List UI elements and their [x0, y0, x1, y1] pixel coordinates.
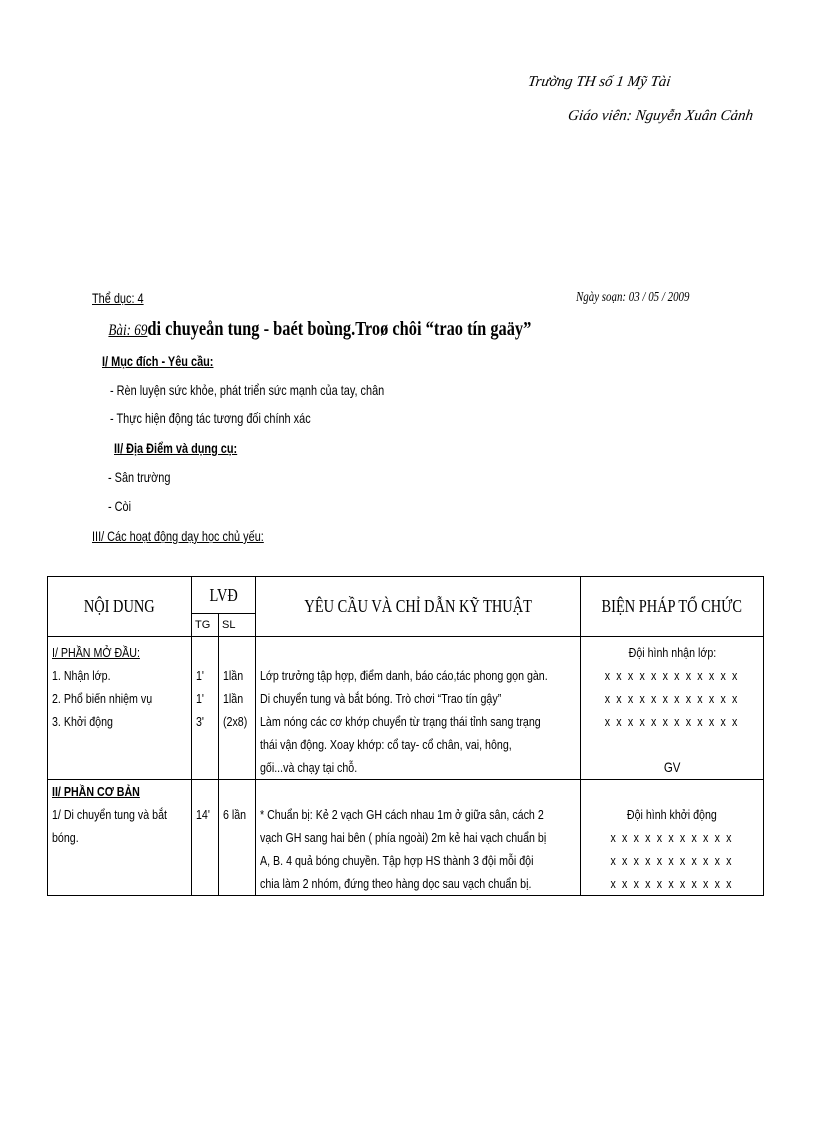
part1-title: I/ PHẦN MỞ ĐẦU:: [52, 645, 140, 660]
content-item: 3. Khởi động: [52, 714, 113, 729]
header-sl: SL: [219, 614, 256, 637]
lesson-name: di chuyeån tung - baét boùng.Troø chôi “trao tín gaäy”: [147, 318, 532, 340]
header-tg: TG: [192, 614, 219, 637]
count-value: 6 lần: [223, 807, 247, 822]
block2-content: [48, 780, 192, 896]
block2-tg: [192, 780, 219, 896]
requirement-line: Lớp trưởng tập hợp, điểm danh, báo cáo,tác phong gọn gàn.: [260, 668, 548, 683]
formation-label: Đội hình nhận lớp:: [628, 645, 716, 660]
requirement-line: gối...và chạy tại chỗ.: [260, 760, 358, 775]
section-1-item: - Rèn luyện sức khỏe, phát triển sức mạnh của tay, chân: [110, 382, 385, 398]
formation-label: Đội hình khởi động: [627, 807, 717, 822]
lesson-plan-table: [47, 576, 764, 896]
count-value: 1lần: [223, 668, 244, 683]
block1-requirements: [256, 637, 581, 780]
part2-title: II/ PHẦN CƠ BẢN: [52, 784, 140, 799]
time-value: 14': [196, 807, 210, 822]
section-2-item: - Còi: [108, 498, 132, 514]
block2-organization: [581, 780, 764, 896]
content-item: 1/ Di chuyển tung và bắt: [52, 807, 167, 822]
requirement-line: A, B. 4 quả bóng chuyền. Tập hợp HS thành 3 đội mỗi đội: [260, 853, 534, 868]
time-value: 1': [196, 691, 204, 706]
table-row: [48, 780, 764, 896]
requirement-line: Di chuyển tung và bắt bóng. Trò chơi “Trao tín gậy”: [260, 691, 502, 706]
block1-organization: [581, 637, 764, 780]
block1-content: [48, 637, 192, 780]
header-organization: BIỆN PHÁP TỔ CHỨC: [581, 577, 764, 637]
header-content: NỘI DUNG: [48, 577, 192, 637]
formation-row: x x x x x x x x x x x: [610, 853, 734, 868]
teacher-mark: GV: [663, 759, 681, 775]
block1-tg: [192, 637, 219, 780]
requirement-line: Làm nóng các cơ khớp chuyển từ trạng thái tỉnh sang trạng: [260, 714, 541, 729]
header-requirements: YÊU CẦU VÀ CHỈ DẪN KỸ THUẬT: [256, 577, 581, 637]
header-lvd: LVĐ: [192, 577, 256, 614]
section-1-item: - Thực hiện động tác tương đối chính xác: [110, 410, 311, 426]
table-header-row: [48, 577, 764, 614]
prep-date: Ngày soạn: 03 / 05 / 2009: [575, 290, 690, 305]
block2-sl: [219, 780, 256, 896]
block2-requirements: [256, 780, 581, 896]
count-value: (2x8): [223, 714, 248, 729]
formation-row: x x x x x x x x x x x x: [604, 714, 740, 729]
teacher-name: Giáo viên: Nguyễn Xuân Cảnh: [566, 108, 755, 124]
time-value: 1': [196, 668, 204, 683]
content-item: bóng.: [52, 830, 79, 845]
formation-row: x x x x x x x x x x x x: [604, 668, 740, 683]
time-value: 3': [196, 714, 204, 729]
count-value: 1lần: [223, 691, 244, 706]
content-item: 2. Phổ biến nhiệm vụ: [52, 691, 153, 706]
requirement-line: thái vận động. Xoay khớp: cổ tay- cổ chân, vai, hông,: [260, 737, 512, 752]
lesson-number: Bài: 69: [108, 322, 148, 339]
section-1-title: I/ Mục đích - Yêu cầu:: [102, 353, 214, 369]
requirement-line: vạch GH sang hai bên ( phía ngoài) 2m kẻ hai vạch chuẩn bị: [260, 830, 547, 845]
formation-row: x x x x x x x x x x x: [610, 830, 734, 845]
block1-sl: [219, 637, 256, 780]
content-item: 1. Nhận lớp.: [52, 668, 111, 683]
formation-row: x x x x x x x x x x x x: [604, 691, 740, 706]
table-row: [48, 637, 764, 780]
section-2-item: - Sân trường: [108, 469, 171, 485]
subject-label: Thể dục: 4: [92, 290, 144, 306]
section-3-title: III/ Các hoạt động dạy học chủ yếu:: [92, 528, 264, 544]
requirement-line: chia làm 2 nhóm, đứng theo hàng dọc sau vạch chuẩn bị.: [260, 876, 532, 891]
requirement-line: * Chuẩn bị: Kẻ 2 vạch GH cách nhau 1m ở giữa sân, cách 2: [260, 807, 544, 822]
lesson-title: [108, 318, 531, 341]
formation-row: x x x x x x x x x x x: [610, 876, 734, 891]
section-2-title: II/ Địa Điểm và dụng cụ:: [114, 440, 238, 456]
school-name: Trường TH số 1 Mỹ Tài: [526, 74, 672, 90]
